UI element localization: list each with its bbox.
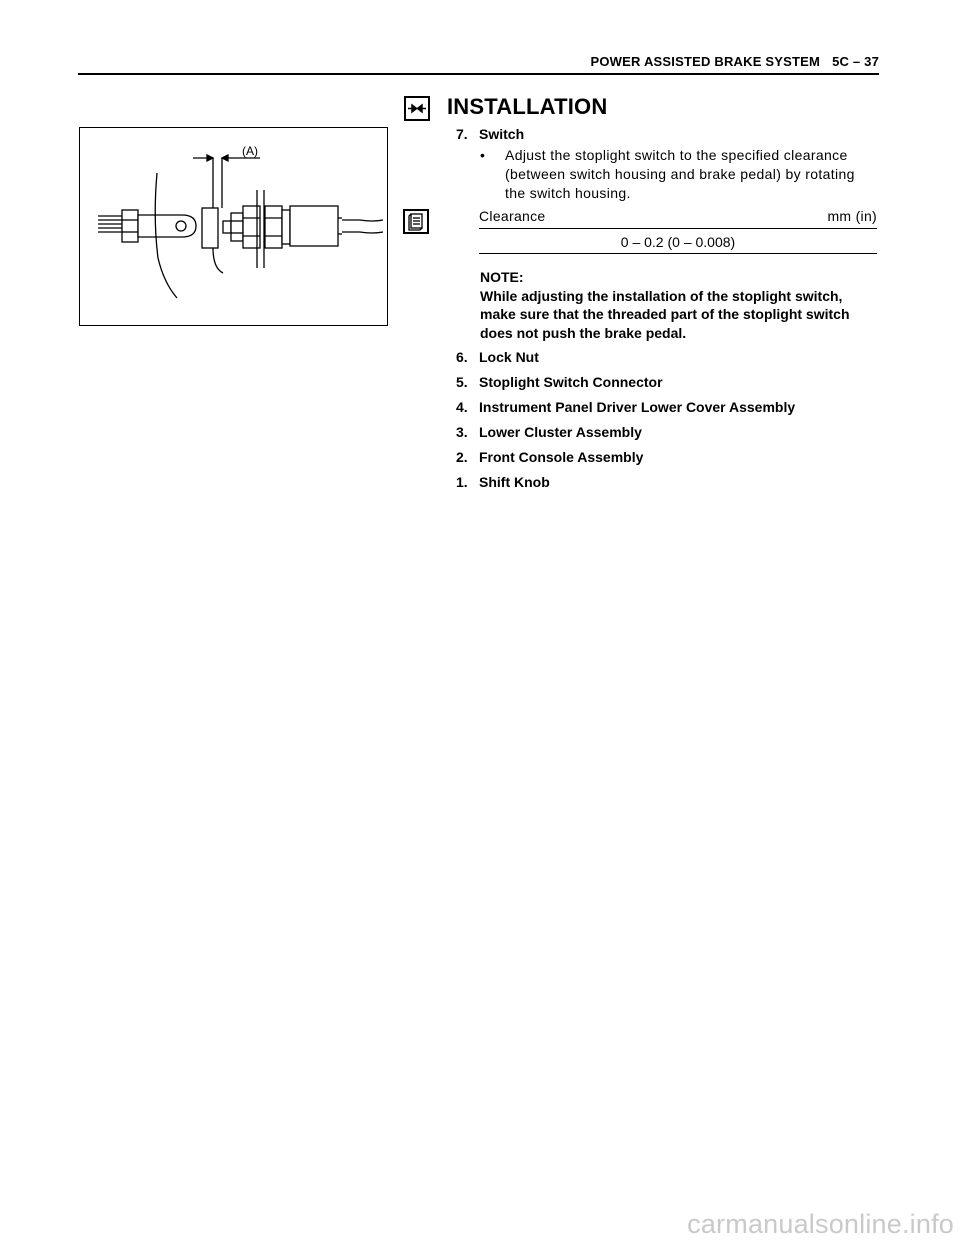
step-label: Switch: [479, 126, 525, 142]
list-item: [456, 399, 795, 424]
spec-table-header: [479, 208, 877, 229]
stoplight-switch-figure: [79, 127, 388, 326]
step-label: Shift Knob: [479, 474, 550, 490]
installation-steps-list: [456, 349, 795, 499]
step-number: 6.: [456, 349, 468, 365]
step-number: 1.: [456, 474, 468, 490]
step-number: 3.: [456, 424, 468, 440]
list-item: [456, 424, 795, 449]
step-label: Stoplight Switch Connector: [479, 374, 663, 390]
step-label: Lower Cluster Assembly: [479, 424, 642, 440]
step-number: 4.: [456, 399, 468, 415]
page-header: [78, 54, 879, 75]
section-title: POWER ASSISTED BRAKE SYSTEM: [590, 54, 821, 69]
bullet-marker: •: [480, 147, 486, 163]
install-arrows-icon: [404, 96, 430, 121]
spec-label: Clearance: [479, 208, 546, 224]
note-label: NOTE:: [480, 269, 524, 285]
list-item: [456, 374, 795, 399]
callout-a-label: (A): [242, 144, 258, 158]
spec-unit: mm (in): [827, 208, 877, 224]
step-number: 2.: [456, 449, 468, 465]
step-number: 5.: [456, 374, 468, 390]
list-item: [456, 349, 795, 374]
note-block: [480, 268, 876, 342]
watermark-text: carmanualsonline.info: [687, 1209, 954, 1239]
step-7-instruction: [480, 146, 876, 203]
step-7: [456, 126, 524, 142]
specification-book-icon: [403, 209, 429, 234]
step-number: 7.: [456, 126, 468, 142]
step-label: Front Console Assembly: [479, 449, 644, 465]
section-heading: INSTALLATION: [447, 94, 608, 119]
spec-value: 0 – 0.2 (0 – 0.008): [479, 234, 877, 254]
list-item: [456, 474, 795, 499]
step-label: Lock Nut: [479, 349, 539, 365]
step-label: Instrument Panel Driver Lower Cover Assembly: [479, 399, 796, 415]
stoplight-switch-illustration: [80, 128, 387, 325]
list-item: [456, 449, 795, 474]
note-text: While adjusting the installation of the stoplight switch, make sure that the threaded part of the stoplight switch does not push the brake pedal.: [480, 287, 850, 341]
page-number: 5C – 37: [832, 54, 879, 69]
instruction-text: Adjust the stoplight switch to the specified clearance (between switch housing and brake pedal) by rotating the switch housing.: [505, 147, 855, 201]
